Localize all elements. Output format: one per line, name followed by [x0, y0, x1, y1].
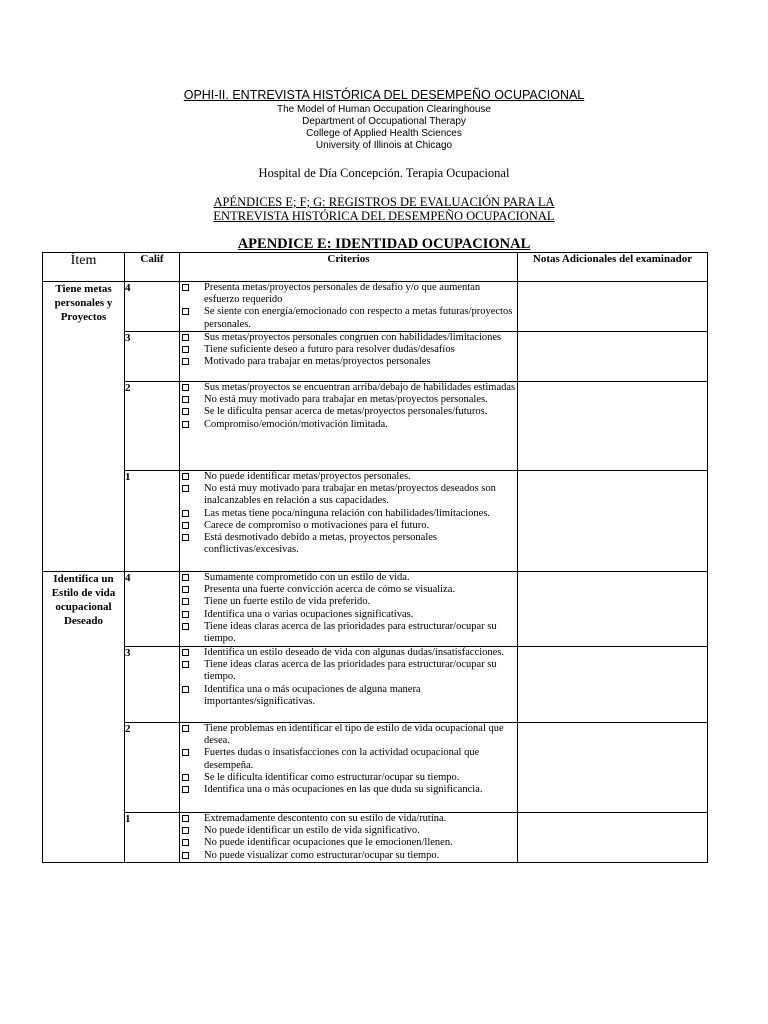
checkbox-bullet-icon: [182, 586, 189, 593]
table-header-row: [43, 253, 708, 282]
criterion-item: [180, 508, 517, 520]
checkbox-bullet-icon: [182, 852, 189, 859]
checkbox-bullet-icon: [182, 384, 189, 391]
criteria-cell: [180, 813, 518, 863]
criterion-item: [180, 684, 517, 708]
criterion-item: [180, 572, 517, 584]
criterion-text: No puede identificar metas/proyectos personales.: [204, 471, 411, 482]
header-criterios: Criterios: [180, 253, 518, 282]
checkbox-bullet-icon: [182, 485, 189, 492]
criterion-text: Identifica un estilo deseado de vida con algunas dudas/insatisfacciones.: [204, 647, 505, 658]
checkbox-bullet-icon: [182, 334, 189, 341]
checkbox-bullet-icon: [182, 661, 189, 668]
criterion-text: No puede identificar ocupaciones que le emocionen/llenen.: [204, 837, 453, 849]
criteria-cell: [180, 282, 518, 332]
checkbox-bullet-icon: [182, 686, 189, 693]
table-row: [43, 647, 708, 723]
item-label: Identifica un Estilo de vida ocupacional Deseado: [43, 572, 125, 863]
checkbox-bullet-icon: [182, 421, 189, 428]
criterion-text: Se siente con energía/emocionado con respecto a metas futuras/proyectos personales.: [204, 306, 513, 330]
checkbox-bullet-icon: [182, 827, 189, 834]
calif-value: 2: [125, 382, 180, 471]
subtitle-line: University of Illinois at Chicago: [315, 140, 453, 151]
calif-value: 1: [125, 813, 180, 863]
header-item: Ítem: [43, 253, 125, 282]
notes-cell[interactable]: [518, 723, 708, 813]
checkbox-bullet-icon: [182, 725, 189, 732]
calif-value: 1: [125, 471, 180, 572]
notes-cell[interactable]: [518, 382, 708, 471]
criterion-text: Tiene un fuerte estilo de vida preferido.: [204, 596, 371, 608]
criterion-text: Identifica una o más ocupaciones en las que duda su significancia.: [204, 784, 483, 796]
checkbox-bullet-icon: [182, 396, 189, 403]
criteria-list: [180, 647, 517, 708]
checkbox-bullet-icon: [182, 408, 189, 415]
criterion-text: No está muy motivado para trabajar en metas/proyectos personales.: [204, 394, 488, 406]
criterion-item: [180, 850, 517, 862]
checkbox-bullet-icon: [182, 598, 189, 605]
criteria-cell: [180, 382, 518, 471]
checkbox-bullet-icon: [182, 774, 189, 781]
criterion-item: [180, 609, 517, 621]
criterion-item: [180, 837, 517, 849]
checkbox-bullet-icon: [182, 574, 189, 581]
criteria-cell: [180, 471, 518, 572]
criterion-item: [180, 659, 517, 683]
criterion-text: Compromiso/emoción/motivación limitada.: [204, 418, 388, 430]
criterion-item: [180, 813, 517, 825]
criteria-cell: [180, 332, 518, 382]
checkbox-bullet-icon: [182, 346, 189, 353]
criterion-item: [180, 306, 517, 330]
table-row: [43, 572, 708, 647]
checkbox-bullet-icon: [182, 358, 189, 365]
criterion-text: Tiene ideas claras acerca de las prioridades para estructurar/ocupar su tiempo.: [204, 620, 497, 645]
appendix-title: APENDICE E: IDENTIDAD OCUPACIONAL: [237, 236, 531, 252]
criterion-text: Identifica una o varias ocupaciones significativas.: [204, 608, 414, 620]
table-row: [43, 813, 708, 863]
criterion-item: [180, 419, 517, 431]
table-row: [43, 332, 708, 382]
notes-cell[interactable]: [518, 471, 708, 572]
criterion-text: Identifica una o más ocupaciones de alguna manera importantes/significativas.: [204, 683, 421, 707]
criteria-list: [180, 332, 517, 369]
criterion-item: [180, 356, 517, 368]
criterion-item: [180, 332, 517, 344]
criterion-text: Tiene ideas claras acerca de las prioridades para estructurar/ocupar su tiempo.: [204, 659, 497, 683]
notes-cell[interactable]: [518, 647, 708, 723]
criteria-list: [180, 282, 517, 331]
appendices-heading: ENTREVISTA HISTÓRICA DEL DESEMPEÑO OCUPACIONAL: [213, 209, 555, 223]
criteria-list: [180, 471, 517, 556]
calif-value: 4: [125, 282, 180, 332]
criterion-text: Se le dificulta pensar acerca de metas/proyectos personales/futuros.: [204, 406, 488, 418]
criterion-item: [180, 344, 517, 356]
criterion-text: Sus metas/proyectos se encuentran arriba/debajo de habilidades estimadas: [204, 382, 516, 393]
subtitle-line: The Model of Human Occupation Clearinghouse: [276, 104, 491, 115]
criteria-list: [180, 813, 517, 862]
criteria-list: [180, 382, 517, 431]
criterion-item: [180, 647, 517, 659]
criterion-text: No puede identificar un estilo de vida significativo.: [204, 825, 420, 837]
notes-cell[interactable]: [518, 572, 708, 647]
criterion-item: [180, 747, 517, 771]
criterion-text: Fuertes dudas o insatisfacciones con la actividad ocupacional que desempeña.: [204, 747, 480, 771]
criterion-item: [180, 596, 517, 608]
criterion-item: [180, 483, 517, 507]
checkbox-bullet-icon: [182, 839, 189, 846]
item-label: Tiene metas personales y Proyectos: [43, 282, 125, 572]
table-row: [43, 382, 708, 471]
criterion-item: [180, 584, 517, 596]
document-title: OPHI-II. ENTREVISTA HISTÓRICA DEL DESEMPEÑO OCUPACIONAL: [183, 88, 585, 102]
checkbox-bullet-icon: [182, 534, 189, 541]
subtitle-line: College of Applied Health Sciences: [306, 128, 462, 139]
notes-cell[interactable]: [518, 282, 708, 332]
header-notas: Notas Adicionales del examinador: [518, 253, 708, 282]
criterion-text: Tiene problemas en identificar el tipo de estilo de vida ocupacional que desea.: [204, 723, 504, 747]
criteria-list: [180, 572, 517, 645]
criterion-item: [180, 723, 517, 747]
checkbox-bullet-icon: [182, 522, 189, 529]
criterion-text: Motivado para trabajar en metas/proyectos personales: [204, 356, 431, 368]
checkbox-bullet-icon: [182, 510, 189, 517]
notes-cell[interactable]: [518, 332, 708, 382]
appendices-heading: APÉNDICES E; F; G: REGISTROS DE EVALUACIÓN PARA LA: [213, 195, 555, 209]
criteria-cell: [180, 647, 518, 723]
criterion-text: No está muy motivado para trabajar en metas/proyectos deseados son inalcanzables en relación a sus capacidades.: [204, 483, 496, 507]
criterion-text: Presenta una fuerte convicción acerca de cómo se visualiza.: [204, 584, 456, 596]
criterion-text: Sumamente comprometido con un estilo de vida.: [204, 572, 410, 583]
criterion-item: [180, 471, 517, 483]
checkbox-bullet-icon: [182, 749, 189, 756]
checkbox-bullet-icon: [182, 284, 189, 291]
table-row: [43, 471, 708, 572]
criterion-item: [180, 621, 517, 645]
criterion-item: [180, 532, 517, 556]
calif-value: 4: [125, 572, 180, 647]
notes-cell[interactable]: [518, 813, 708, 863]
criterion-text: Carece de compromiso o motivaciones para el futuro.: [204, 519, 430, 531]
criterion-item: [180, 772, 517, 784]
evaluation-table: [42, 252, 708, 863]
criterion-text: Tiene suficiente deseo a futuro para resolver dudas/desafíos: [204, 344, 455, 356]
checkbox-bullet-icon: [182, 623, 189, 630]
criterion-item: [180, 394, 517, 406]
criterion-text: Las metas tiene poca/ninguna relación con habilidades/limitaciones.: [204, 507, 491, 519]
criterion-text: Está desmotivado debido a metas, proyectos personales conflictivas/excesivas.: [204, 532, 437, 556]
calif-value: 3: [125, 332, 180, 382]
checkbox-bullet-icon: [182, 649, 189, 656]
criterion-text: Sus metas/proyectos personales congruen con habilidades/limitaciones: [204, 332, 502, 343]
criterion-item: [180, 382, 517, 394]
criterion-item: [180, 520, 517, 532]
criterion-item: [180, 282, 517, 306]
criteria-cell: [180, 723, 518, 813]
criterion-item: [180, 784, 517, 796]
criterion-item: [180, 406, 517, 418]
subtitle-line: Department of Occupational Therapy: [302, 116, 466, 127]
calif-value: 2: [125, 723, 180, 813]
calif-value: 3: [125, 647, 180, 723]
criteria-cell: [180, 572, 518, 647]
checkbox-bullet-icon: [182, 815, 189, 822]
criterion-item: [180, 825, 517, 837]
checkbox-bullet-icon: [182, 786, 189, 793]
criterion-text: Se le dificulta identificar como estructurar/ocupar su tiempo.: [204, 771, 460, 783]
criteria-list: [180, 723, 517, 796]
criterion-text: Presenta metas/proyectos personales de desafío y/o que aumentan esfuerzo requerido: [204, 282, 481, 306]
checkbox-bullet-icon: [182, 611, 189, 618]
checkbox-bullet-icon: [182, 308, 189, 315]
table-row: [43, 282, 708, 332]
criterion-text: Extremadamente descontento con su estilo de vida/rutina.: [204, 813, 447, 824]
table-row: [43, 723, 708, 813]
checkbox-bullet-icon: [182, 473, 189, 480]
header-calif: Calif: [125, 253, 180, 282]
hospital-line: Hospital de Día Concepción. Terapia Ocupacional: [258, 166, 510, 180]
criterion-text: No puede visualizar como estructurar/ocupar su tiempo.: [204, 849, 440, 861]
